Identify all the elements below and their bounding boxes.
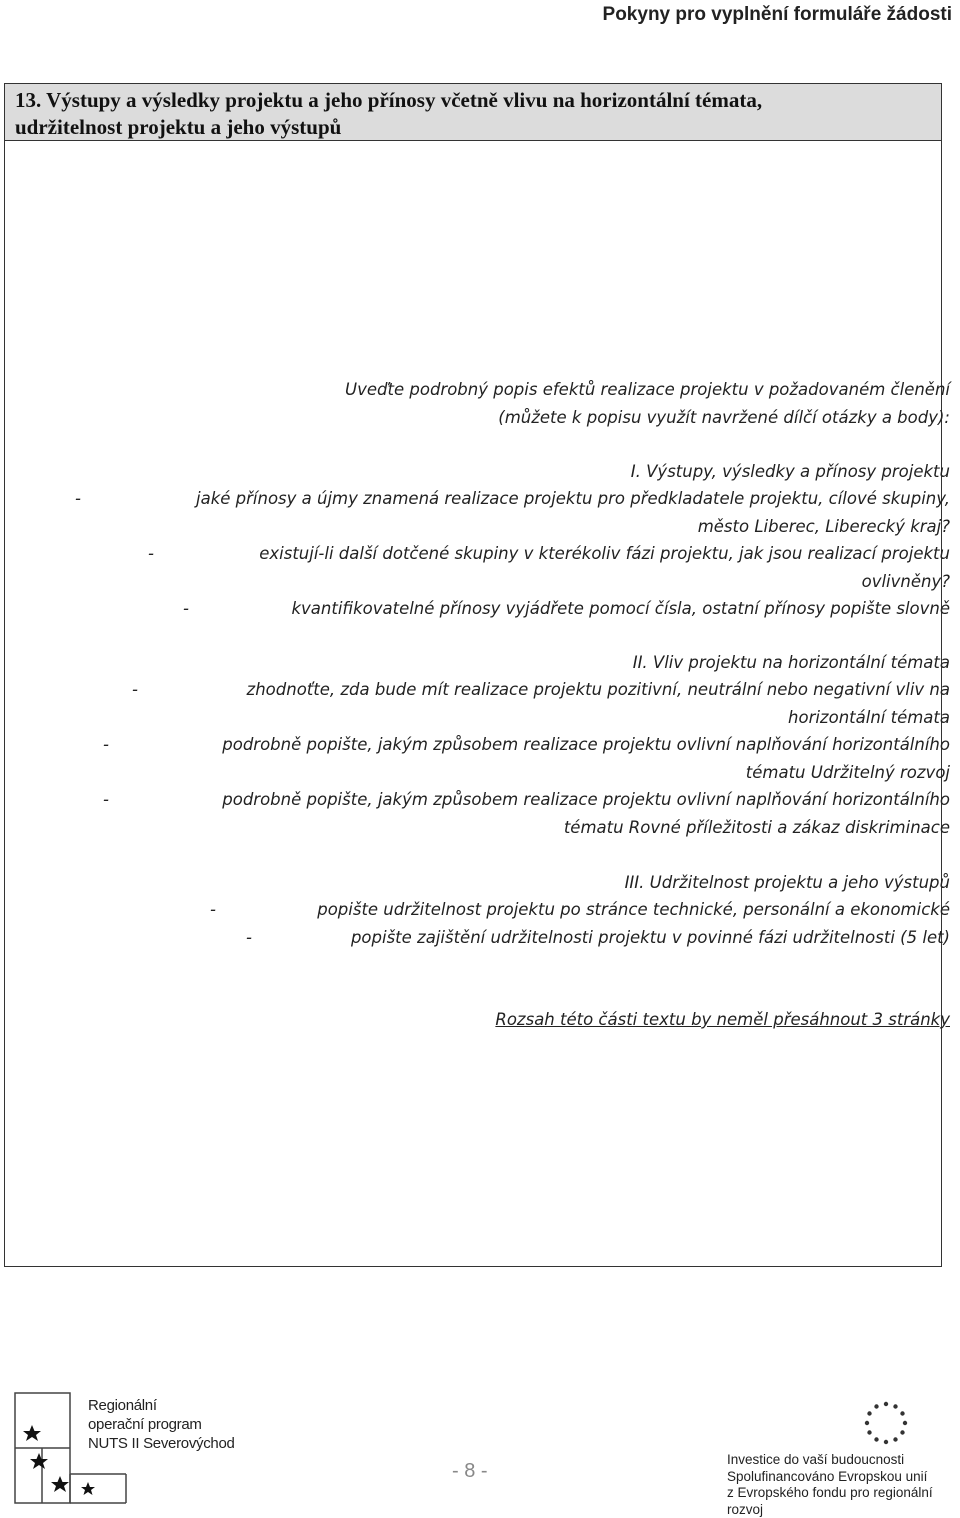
section-title: [5, 84, 941, 141]
part1-bullet3-dash: -: [183, 599, 189, 618]
part2-bullet2-dash: -: [103, 735, 109, 754]
rop-logo-line3: NUTS II Severovýchod: [88, 1435, 235, 1452]
length-limit-note: Rozsah této části textu by neměl přesáhnout 3 stránky: [495, 1010, 950, 1029]
part1-bullet1-line2: město Liberec, Liberecký kraj?: [697, 517, 950, 536]
eu-logo-line3: z Evropského fondu pro regionální rozvoj: [727, 1485, 933, 1517]
part2-bullet3-line2: tématu Rovné příležitosti a zákaz diskriminace: [563, 818, 950, 837]
part3-heading: III. Udržitelnost projektu a jeho výstupů: [624, 873, 950, 892]
rop-logo-line2: operační program: [88, 1416, 202, 1433]
part2-bullet1-line2: horizontální témata: [788, 708, 950, 727]
part2-bullet3-dash: -: [103, 790, 109, 809]
rop-logo: [14, 1392, 236, 1505]
part2-bullet2-line2: tématu Udržitelný rozvoj: [745, 763, 950, 782]
eu-stars-icon: [858, 1398, 914, 1448]
part1-heading: I. Výstupy, výsledky a přínosy projektu: [630, 462, 950, 481]
eu-logo-text: [727, 1452, 960, 1518]
eu-logo-line2: Spolufinancováno Evropskou unií: [727, 1468, 928, 1484]
part2-bullet1-dash: -: [132, 680, 138, 699]
page-number: - 8 -: [452, 1460, 488, 1482]
part3-bullet2-dash: -: [246, 928, 252, 947]
part1-bullet2-dash: -: [148, 544, 154, 563]
part1-bullet2-line1: existují-li další dotčené skupiny v kterékoliv fázi projektu, jak jsou realizací projektu: [259, 544, 950, 563]
intro-line1: Uveďte podrobný popis efektů realizace projektu v požadovaném členění: [345, 380, 950, 399]
section-title-line2: udržitelnost projektu a jeho výstupů: [15, 115, 342, 139]
part2-heading: II. Vliv projektu na horizontální témata: [632, 653, 950, 672]
part3-bullet1-line1: popište udržitelnost projektu po stránce technické, personální a ekonomické: [317, 900, 950, 919]
part1-bullet3-line1: kvantifikovatelné přínosy vyjádřete pomocí čísla, ostatní přínosy popište slovně: [291, 599, 950, 618]
part2-bullet1-line1: zhodnoťte, zda bude mít realizace projektu pozitivní, neutrální nebo negativní vliv na: [246, 680, 950, 699]
eu-logo-line1: Investice do vaší budoucnosti: [727, 1452, 905, 1467]
part1-bullet1-line1: jaké přínosy a újmy znamená realizace projektu pro předkladatele projektu, cílové skupiny,: [196, 489, 950, 508]
rop-logo-text: [88, 1396, 235, 1453]
part2-bullet3-line1: podrobně popište, jakým způsobem realizace projektu ovlivní naplňování horizontálního: [222, 790, 950, 809]
part1-bullet2-line2: ovlivněny?: [861, 572, 950, 591]
rop-logo-line1: Regionální: [88, 1397, 157, 1414]
part2-bullet2-line1: podrobně popište, jakým způsobem realizace projektu ovlivní naplňování horizontálního: [222, 735, 950, 754]
intro-line2: (můžete k popisu využít navržené dílčí otázky a body):: [498, 408, 950, 427]
page-header-title: Pokyny pro vyplnění formuláře žádosti: [602, 4, 952, 25]
part3-bullet2-line1: popište zajištění udržitelnosti projektu v povinné fázi udržitelnosti (5 let): [350, 928, 950, 947]
section-box: [4, 83, 942, 1267]
section-title-line1: 13. Výstupy a výsledky projektu a jeho přínosy včetně vlivu na horizontální témata,: [15, 88, 763, 112]
page-footer: [0, 1392, 960, 1517]
part3-bullet1-dash: -: [210, 900, 216, 919]
part1-bullet1-dash: -: [75, 489, 81, 508]
